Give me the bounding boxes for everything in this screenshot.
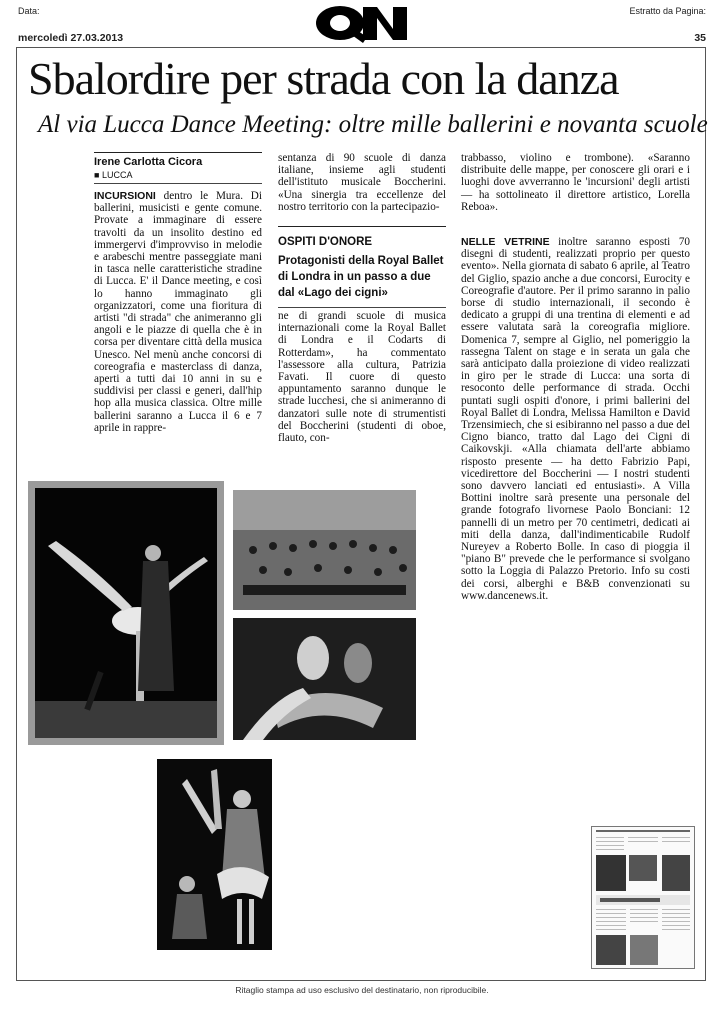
column-1: [94, 152, 262, 434]
column-3: [461, 152, 690, 213]
photo-ballet-group: [157, 759, 272, 950]
column-2-bottom: [278, 310, 446, 444]
col3-text: inoltre saranno esposti 70 disegni di studenti, realizzati proprio per questo evento». Nella giornata di sabato 6 aprile, al Teatro del Giglio, spazio anche a due concorsi, Eurocity e Coreografie d'autore. Per il primo saranno in palio borse di studio internazionali, il secondo è dedicato a gruppi di una trentina di elementi e ad essere valutata sarà la coreografia migliore. Domenica 7, sempre al Giglio, nel pomeriggio la rassegna Talent on stage e in serata un gala che sarà anticipato dalla proiezione di video realizzati in giro per le strade di Lucca: una sorta di resoconto delle performance di strada. Occhi puntati sugli ospiti d'onore, i primi ballerini del Royal Ballet di Londra, Melissa Hamilton e David Trzensimiech, che si esibiranno nel passo a due del Cigno bianco, tratto dal Lago dei Cigni di Caikovskji. «Alla chiamata dell'arte abbiamo risposto presente — ha detto Fabrizio Papi, vicedirettore del Boccherini — I nostri studenti sono davvero lanciati ed entusiasti». A Villa Bottini inoltre sarà presente una personale del grande fotografo livornese Paolo Bonciani: 12 pannelli di un metro per 70 centimetri, dedicati ai miti della danza, dall'indimenticabile Rudolf Nureyev a Roberto Bolle. In caso di pioggia il "piano B" prevede che le performance si svolgano sotto la Loggia di Palazzo Pretorio. Info su costi dei corsi, alberghi e B&B convenzionati su www.dancenews.it.: [461, 236, 691, 602]
column-2-top: [278, 152, 446, 213]
photo-orchestra: [233, 490, 416, 610]
location: LUCCA: [101, 170, 133, 180]
author: Irene Carlotta Cicora: [94, 152, 262, 169]
col3-paragraph: [461, 236, 690, 602]
page-number: 35: [694, 32, 706, 44]
col2-bottom-text: ne di grandi scuole di musica internazionali come la Royal Ballet di Londra e il Codarts di Rotterdam», ha commentato l'assessore alla cultura, Patrizia Favati. Il cuore di questo appuntamento saranno dunque le strade lucchesi, che si animeranno di danzatori sulle note di strumentisti del Boccherini (studenti di oboe, flauto, con-: [278, 310, 446, 445]
article-headline: Sbalordire per strada con la danza: [28, 53, 619, 104]
date-value: mercoledì 27.03.2013: [18, 32, 124, 44]
sidebar-box: [278, 226, 446, 308]
extract-label: Estratto da Pagina:: [629, 6, 706, 16]
col1-paragraph: [94, 190, 262, 434]
box-title: OSPITI D'ONORE: [278, 236, 373, 248]
col3-keyword: NELLE VETRINE: [461, 236, 550, 248]
col1-keyword: INCURSIONI: [94, 190, 156, 202]
box-subtitle: Protagonisti della Royal Ballet di Londra in un passo a due dal «Lago dei cigni»: [278, 255, 444, 299]
article-subheadline: Al via Lucca Dance Meeting: oltre mille ballerini e novanta scuole: [38, 111, 708, 138]
date-label: Data:: [18, 6, 40, 16]
page-thumbnail: [591, 826, 695, 969]
qn-logo: [313, 3, 410, 44]
location-line: ■ LUCCA: [94, 169, 262, 184]
col1-text: dentro le Mura. Di ballerini, musicisti e gente comune. Provate a immaginare di essere travolti da un insolito destino ed immergervi d'improvviso in melodie e arabeschi mentre passeggiate mani in tasca nelle caratteristiche stradine di Lucca. E' il Dance meeting, e così lo hanno immaginato gli organizzatori, come una fioritura di artisti "di strada" che animeranno gli angoli e le piazze di quella che è in corsa per diventare città della musica Unesco. Nel menù anche concorsi di coreografia e masterclass di danza, aperti a tutti dai 10 anni in su e suddivisi per classi e generi, dall'hip hop alla musica classica. Oltre mille ballerini saranno a Lucca il 6 e 7 aprile in rappre-: [94, 190, 262, 434]
col2-top-text: sentanza di 90 scuole di danza italiane, insieme agli studenti dell'istituto musicale Boccherini. «Una sinergia tra eccellenze del nostro territorio con la partecipazio-: [278, 152, 446, 213]
column-3-main: [461, 236, 690, 602]
photo-ballet-duo: [28, 481, 224, 745]
footer-note: Ritaglio stampa ad uso esclusivo del destinatario, non riproducibile.: [235, 985, 489, 995]
photo-dancers-couple: [233, 618, 416, 740]
col3-top-text: trabbasso, violino e trombone). «Saranno distribuite delle mappe, per conoscere gli orari e i luoghi dove avverranno le 'incursioni' degli artisti — ha sottolineato il direttore artistico, Lorella Reboa».: [461, 152, 690, 213]
